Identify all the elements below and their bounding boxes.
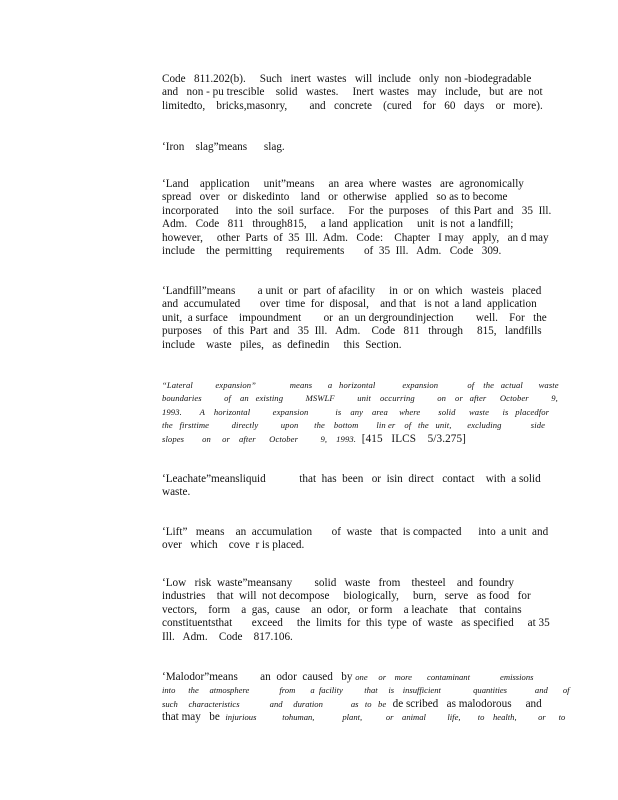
text-line: Adm. Code 811 through815, a land application unit is not a landfill; [162,218,514,231]
text-line [162,671,534,684]
text-segment: into the atmosphere from a facility that is insufficient quantities and of [162,685,570,696]
text-line: include waste piles, as definedin this Section. [162,338,402,351]
text-line: waste. [162,486,191,499]
text-line: ‘Iron slag”means slag. [162,141,285,153]
text-line: incorporated into the soil surface. For the purposes of this Part and 35 Ill. [162,204,552,217]
text-line: ‘Lift” means an accumulation of waste that is compacted into a unit and [162,526,549,538]
paragraph-lift [162,526,549,553]
text-line: industries that will not decompose biologically, burn, serve as food for [162,590,531,603]
text-segment: injurious tohuman, plant, or animal life, to health, or to [225,712,566,723]
text-line: however, other Parts of 35 Ill. Adm. Code: Chapter I may apply, an d may [162,231,549,244]
text-line: and non - pu trescible solid wastes. Inert wastes may include, but are not [162,86,543,99]
paragraph-inert-wastes [162,73,543,113]
text-line [162,684,570,697]
text-line: over which cove r is placed. [162,539,305,552]
text-line: limitedto, bricks,masonry, and concrete (cured for 60 days or more). [162,99,543,112]
text-line: unit, a surface impoundment or an un dergroundinjection well. For the [162,311,547,324]
text-segment: de scribed as malodorous and [392,697,542,710]
text-line: and accumulated over time for disposal, and that is not a land application [162,298,537,311]
text-line: purposes of this Part and 35 Ill. Adm. Code 811 through 815, landfills [162,325,542,338]
paragraph-leachate [162,473,541,500]
citation: [415 ILCS 5/3.275] [355,432,467,445]
paragraph-malodor [162,671,570,725]
text-line: the firsttime directly upon the bottom lin er of the unit, excluding side [162,420,546,431]
text-line: vectors, form a gas, cause an odor, or form a leachate that contains [162,603,522,616]
paragraph-iron-slag [162,141,514,154]
text-segment: one or more contaminant emissions [355,672,534,682]
text-line: include the permitting requirements of 35 Ill. Adm. Code 309. [162,245,502,258]
text-segment: ‘Malodor”means an odor caused by [162,671,356,683]
text-line: “Lateral expansion” means a horizontal expansion of the actual waste [162,380,559,390]
text-line: boundaries of an existing MSWLF unit occurring on or after October 9, [162,393,558,404]
text-segment: that may be [162,711,226,724]
paragraph-low-risk-waste [162,577,550,644]
paragraph-land-application-unit [162,178,552,258]
text-line [162,433,514,446]
text-line: ‘Leachate”meansliquid that has been or isin direct contact with a solid [162,473,541,485]
paragraph-lateral-expansion [162,379,559,446]
text-line: 1993. A horizontal expansion is any area where solid waste is placedfor [162,406,550,417]
text-segment: slopes on or after October 9, 1993. [162,433,356,444]
text-line [162,697,542,711]
text-line: ‘Low risk waste”meansany solid waste from thesteel and foundry [162,577,515,589]
text-line: ‘Landfill”means a unit or part of afacility in or on which wasteis placed [162,285,542,297]
text-line [162,711,566,724]
text-line: constituentsthat exceed the limits for this type of waste as specified at 35 [162,617,550,630]
paragraph-landfill [162,285,547,352]
text-line: spread over or diskedinto land or otherwise applied so as to become [162,191,508,204]
text-line: Code 811.202(b). Such inert wastes will include only non -biodegradable [162,73,532,85]
text-line: ‘Land application unit”means an area where wastes are agronomically [162,178,524,190]
text-line: Ill. Adm. Code 817.106. [162,630,293,643]
text-segment: such characteristics and duration as to be [162,698,393,709]
